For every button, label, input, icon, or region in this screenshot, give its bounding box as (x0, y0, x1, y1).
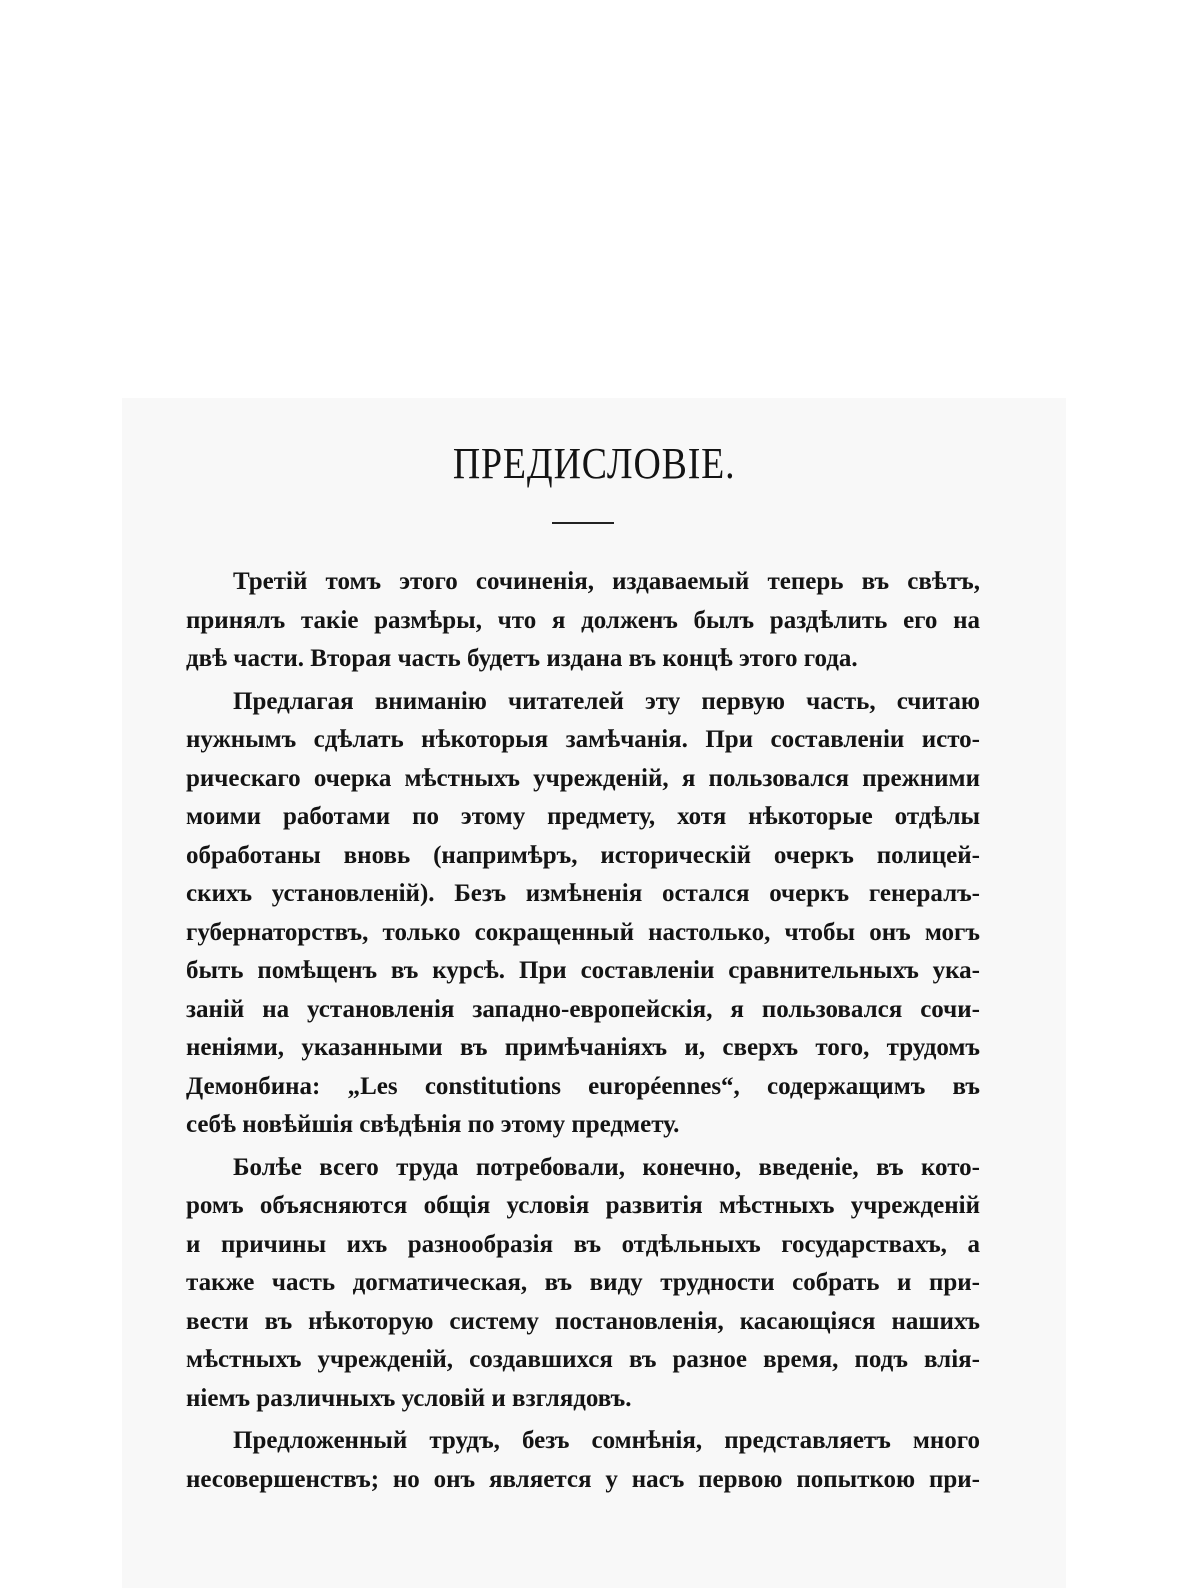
text-line: вести въ нѣкоторую систему постановленія, касающіяся нашихъ (186, 1307, 980, 1335)
text-line: ніемъ различныхъ условій и взглядовъ. (186, 1384, 632, 1412)
text-line: моими работами по этому предмету, хотя нѣкоторые отдѣлы (186, 803, 980, 830)
text-line: нужнымъ сдѣлать нѣкоторыя замѣчанія. При составленіи исто- (186, 726, 980, 753)
text-line: ромъ объясняются общія условія развитія мѣстныхъ учрежденій (186, 1192, 980, 1219)
text-line: Предложенный трудъ, безъ сомнѣнія, представляетъ много (233, 1427, 980, 1454)
paragraph (186, 1149, 980, 1419)
text-line: рическаго очерка мѣстныхъ учрежденій, я пользовался прежними (186, 764, 980, 792)
text-line: мѣстныхъ учрежденій, создавшихся въ разное время, подъ влія- (186, 1346, 980, 1373)
text-line: несовершенствъ; но онъ является у насъ первою попыткою при- (186, 1465, 980, 1493)
text-line: заній на установленія западно-европейскія, я пользовался сочи- (186, 995, 980, 1023)
text-line: быть помѣщенъ въ курсѣ. При составленіи сравнительныхъ ука- (186, 957, 980, 984)
text-line: обработаны вновь (напримѣръ, историческій очеркъ полицей- (186, 841, 980, 869)
text-line: Болѣе всего труда потребовали, конечно, введеніе, въ кото- (233, 1153, 980, 1181)
body-text (186, 563, 980, 1499)
text-line: губернаторствъ, только сокращенный настолько, чтобы онъ могъ (186, 918, 980, 946)
text-line: двѣ части. Вторая часть будетъ издана въ концѣ этого года. (186, 645, 858, 672)
text-line: скихъ установленій). Безъ измѣненія остался очеркъ генералъ- (186, 880, 980, 907)
text-line: неніями, указанными въ примѣчаніяхъ и, сверхъ того, трудомъ (186, 1034, 980, 1061)
text-line: также часть догматическая, въ виду трудности собрать и при- (186, 1269, 980, 1296)
text-line: и причины ихъ разнообразія въ отдѣльныхъ государствахъ, а (186, 1230, 980, 1258)
text-line: Предлагая вниманію читателей эту первую часть, считаю (233, 687, 980, 715)
paragraph (186, 1422, 980, 1499)
paragraph (186, 683, 980, 1145)
text-line: Демонбина: „Les constitutions européennes“, содержащимъ въ (186, 1072, 980, 1100)
text-line: Третій томъ этого сочиненія, издаваемый теперь въ свѣтъ, (233, 568, 980, 595)
title-rule (552, 522, 614, 524)
page-title: ПРЕДИСЛОВІЕ. (452, 439, 736, 488)
text-line: себѣ новѣйшія свѣдѣнія по этому предмету. (186, 1111, 680, 1138)
text-line: принялъ такіе размѣры, что я долженъ былъ раздѣлить его на (186, 606, 980, 634)
paragraph (186, 563, 980, 679)
